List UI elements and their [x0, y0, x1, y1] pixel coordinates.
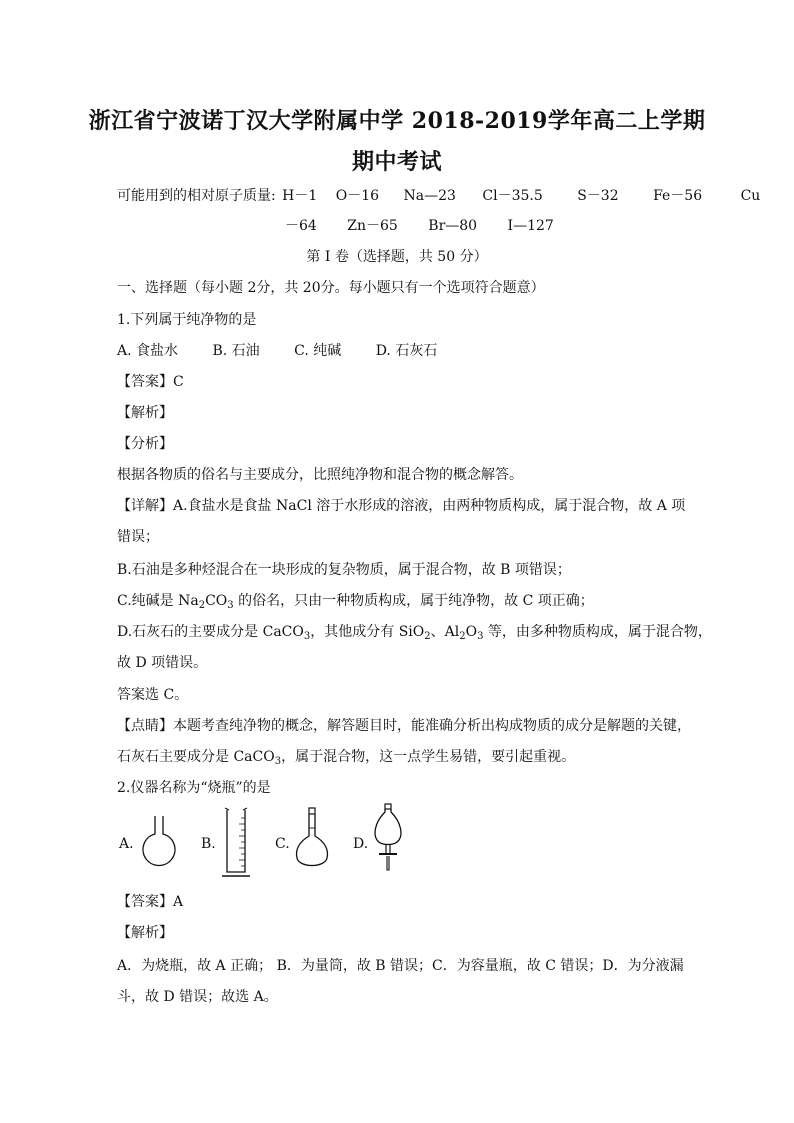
q1-stem: 1.下列属于纯净物的是 [117, 312, 257, 328]
q1-fenxi-label: 【分析】 [117, 436, 173, 452]
subscript: 2 [424, 631, 431, 642]
volumetric-flask-icon [293, 806, 331, 872]
q1-detail-b: B.石油是多种烃混合在一块形成的复杂物质，属于混合物，故 B 项错误； [117, 562, 571, 578]
q1-option-a: A. 食盐水 [117, 343, 179, 359]
q1-detail-a-cont: 错误； [117, 529, 159, 545]
text-run: 石灰石主要成分是 CaCO [117, 749, 275, 765]
q1-dianjing-cont [117, 747, 575, 767]
subscript: 2 [459, 631, 466, 642]
section-title: 第 I 卷（选择题，共 50 分） [306, 249, 488, 265]
mass-item: Cl－35.5 [482, 188, 543, 204]
document-subtitle: 期中考试 [351, 149, 442, 175]
q1-detail-a: 【详解】A.食盐水是食盐 NaCl 溶于水形成的溶液，由两种物质构成，属于混合物，故 A 项 [117, 498, 686, 514]
round-flask-icon [139, 812, 179, 868]
q1-choose: 答案选 C。 [117, 687, 189, 703]
q1-options [117, 341, 467, 361]
q1-option-c: C. 纯碱 [294, 343, 342, 359]
text-run: ，属于混合物，这一点学生易错，要引起重视。 [281, 749, 576, 765]
mass-item: O－16 [335, 188, 380, 204]
q1-fenxi-text: 根据各物质的俗名与主要成分，比照纯净物和混合物的概念解答。 [117, 467, 523, 483]
document-title: 浙江省宁波诺丁汉大学附属中学 2018-2019学年高二上学期 [88, 108, 706, 134]
q1-detail-c [117, 591, 594, 611]
subscript: 3 [477, 631, 484, 642]
mass-item: Cu [740, 188, 761, 204]
subscript: 2 [198, 600, 206, 611]
q2-stem: 2.仪器名称为“烧瓶”的是 [117, 780, 271, 796]
q1-detail-d-cont: 故 D 项错误。 [117, 655, 208, 671]
atomic-masses-line1 [117, 186, 761, 206]
text-run: D.石灰石的主要成分是 CaCO [117, 624, 304, 640]
mass-item: －64 [285, 218, 317, 234]
q1-option-b: B. 石油 [212, 343, 260, 359]
subscript: 3 [274, 756, 282, 767]
mass-item: Na—23 [403, 188, 456, 204]
q2-explanation: A．为烧瓶，故 A 正确； B．为量筒，故 B 错误；C．为容量瓶，故 C 错误；D．为分液漏 [117, 958, 684, 974]
q2-option-d-label: D. [353, 836, 369, 852]
mass-item: I—127 [507, 218, 554, 234]
text-run: 的俗名，只由一种物质构成，属于纯净物，故 C 项正确； [233, 593, 594, 609]
q1-dianjing: 【点睛】本题考查纯净物的概念，解答题目时，能准确分析出构成物质的成分是解题的关键， [117, 718, 691, 734]
mass-item: Zn－65 [347, 218, 398, 234]
text-run: O [465, 624, 478, 640]
q2-answer: 【答案】A [117, 894, 184, 910]
graduated-cylinder-icon [219, 806, 253, 880]
q2-apparatus-options [117, 812, 417, 882]
part-heading: 一、选择题（每小题 2分，共 20分。每小题只有一个选项符合题意） [117, 280, 545, 296]
q2-option-a-label: A. [119, 836, 134, 852]
subscript: 3 [303, 631, 311, 642]
separatory-funnel-icon [371, 802, 405, 880]
q1-detail-d [117, 622, 712, 642]
mass-item: Fe－56 [653, 188, 703, 204]
text-run: CO [205, 593, 228, 609]
mass-item: Br—80 [428, 218, 478, 234]
q2-explanation-cont: 斗，故 D 错误；故选 A。 [117, 989, 278, 1005]
q1-answer: 【答案】C [117, 374, 184, 390]
q2-analysis-label: 【解析】 [117, 925, 173, 941]
q2-option-b-label: B. [201, 836, 216, 852]
text-run: ，其他成分有 SiO [310, 624, 425, 640]
q2-option-c-label: C. [275, 836, 290, 852]
q1-analysis-label: 【解析】 [117, 405, 173, 421]
text-run: 、Al [430, 624, 460, 640]
subscript: 3 [227, 600, 234, 611]
mass-item: H－1 [282, 188, 318, 204]
atomic-masses-label: 可能用到的相对原子质量: [117, 188, 276, 204]
atomic-masses-line2 [285, 216, 554, 236]
mass-item: S－32 [577, 188, 619, 204]
text-run: 等，由多种物质构成，属于混合物， [483, 624, 712, 640]
text-run: C.纯碱是 Na [117, 593, 199, 609]
q1-option-d: D. 石灰石 [375, 343, 438, 359]
